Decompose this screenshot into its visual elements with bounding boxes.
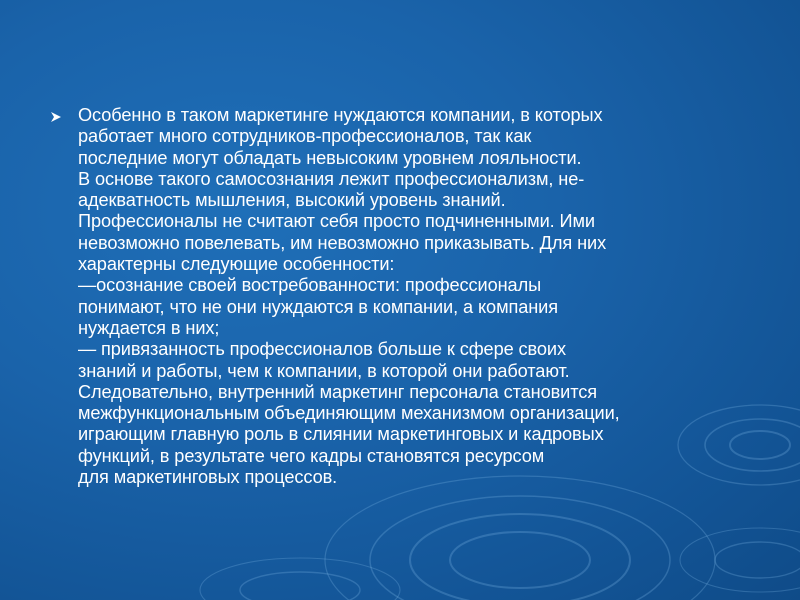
text-line: последние могут обладать невысоким уровнем лояльности. [78,147,582,168]
text-line: Особенно в таком маркетинге нуждаются компании, в которых [78,105,603,125]
text-line: функций, в результате чего кадры становятся ресурсом [78,445,545,466]
text-line: играющим главную роль в слиянии маркетинговых и кадровых [78,424,604,445]
text-line: невозможно повелевать, им невозможно приказывать. Для них [78,232,607,253]
arrowhead-bullet-icon [50,105,78,123]
paragraph-text [78,105,785,488]
text-line: характерны следующие особенности: [78,254,395,275]
text-line: В основе такого самосознания лежит профессионализм, не- [78,168,585,189]
text-line: —осознание своей востребованности: профессионалы [78,275,542,296]
text-line: для маркетинговых процессов. [78,467,338,488]
text-line: Следовательно, внутренний маркетинг персонала становится [78,381,598,402]
text-line: работает много сотрудников-профессионалов, так как [78,126,532,147]
text-line: — привязанность профессионалов больше к сфере своих [78,339,566,360]
text-line: межфункциональным объединяющим механизмом организации, [78,403,620,424]
text-line: адекватность мышления, высокий уровень знаний. [78,190,506,211]
bullet-paragraph [50,105,785,488]
slide-content [50,105,785,488]
text-line: нуждается в них; [78,317,220,338]
text-line: знаний и работы, чем к компании, в которой они работают. [78,360,570,381]
text-line: понимают, что не они нуждаются в компании, а компания [78,296,558,317]
text-line: Профессионалы не считают себя просто подчиненными. Ими [78,211,595,232]
